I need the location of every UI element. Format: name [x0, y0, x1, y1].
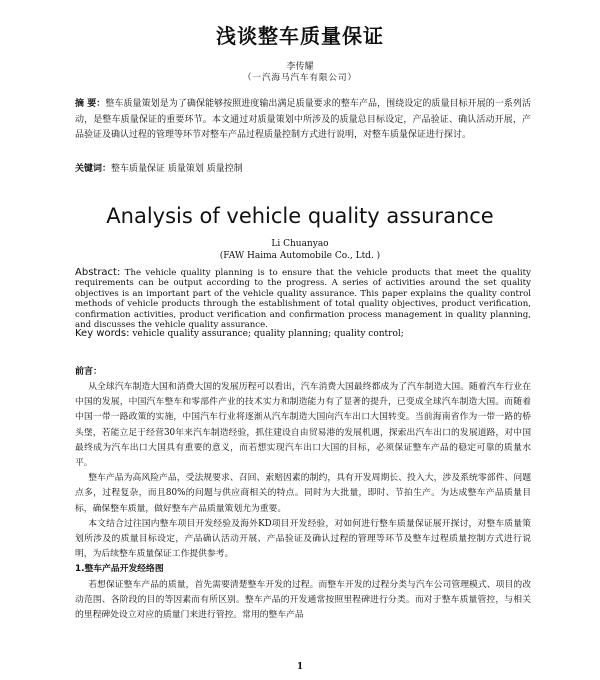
- english-keywords: [75, 327, 531, 341]
- english-abstract-text: The vehicle quality planning is to ensure that the vehicle products that meet the quality requirements can be output according to the progress. A series of activities around the set quality objectives is an important part of the vehicle quality assurance. This paper explains the quality control methods of vehicle products through the establishment of total quality objectives, product verification, confirmation activities, product verification and confirmation process management in quality planning, and discusses the vehicle quality assurance.: [75, 268, 531, 331]
- body-paragraph-1: 从全球汽车制造大国和消费大国的发展历程可以看出，汽车消费大国最终都成为了汽车制造大国。随着汽车行业在中国的发展，中国汽车整车和零部件产业的技术实力和制造能力有了显著的提升，已变成全球汽车制造大国。而随着中国一带一路政策的实施，中国汽车行业将逐渐从汽车制造大国向汽车出口大国转变。当前海南省作为一带一路的桥头堡，若能立足于经营30年来汽车制造经验，抓住建设自由贸易港的发展机遇，探索出汽车出口的发展道路，对中国最终成为汽车出口大国具有重要的意义，而若想实现汽车出口大国的目标，必须保证整车产品的稳定可靠的质量水平。: [75, 382, 531, 469]
- english-keywords-text: vehicle quality assurance; quality planning; quality control;: [129, 329, 404, 339]
- page-number: 1: [296, 662, 304, 672]
- body-paragraph-2: 整车产品为高风险产品，受法规要求、召回、索赔因素的制约，具有开发周期长、投入大，涉及系统零部件、问题点多，过程复杂，而且80%的问题与供应商相关的特点。同时为大批量，即时、节拍生产。为达成整车产品质量目标，确保整车质量，做好整车产品质量策划尤为重要。: [75, 473, 531, 514]
- introduction-heading: 前言：: [75, 367, 103, 377]
- english-author: Li Chuanyao: [271, 239, 329, 249]
- english-abstract-label: Abstract:: [75, 267, 121, 278]
- chinese-abstract-label: 摘 要：: [75, 99, 106, 109]
- chinese-title: 浅谈整车质量保证: [216, 24, 384, 48]
- chinese-keywords-text: 整车质量保证 质量策划 质量控制: [111, 164, 243, 174]
- chinese-abstract-text: 整车质量策划是为了确保能够按照进度输出满足质量要求的整车产品，围绕设定的质量目标开展的一系列活动，是整车质量保证的重要环节。本文通过对质量策划中所涉及的质量总目标设定，产品验证、确认活动开展，产品验证及确认过程的管理等环节对整车产品过程质量控制方式进行说明，对整车质量保证进行探讨。: [75, 99, 531, 140]
- english-keywords-label: Key words:: [75, 328, 130, 339]
- body-paragraph-4: 若想保证整车产品的质量，首先需要清楚整车开发的过程。而整车开发的过程分类与汽车公司管理模式、项目的改动范围、各阶段的目的等因素而有所区别。整车产品的开发通常按照里程碑进行分类。而对于整车质量管控，与相关的里程碑处设立对应的质量门来进行管控。常用的整车产品: [75, 579, 531, 621]
- chinese-affiliation: （一汽海马汽车有限公司）: [242, 73, 357, 83]
- body-text: [75, 380, 531, 623]
- chinese-keywords-label: 关键词：: [75, 164, 112, 174]
- english-abstract: [75, 268, 531, 330]
- english-title: Analysis of vehicle quality assurance: [106, 204, 494, 228]
- chinese-author: 李传耀: [286, 62, 314, 72]
- chinese-abstract: [75, 97, 531, 144]
- english-affiliation: (FAW Haima Automobile Co., Ltd. ): [219, 251, 381, 261]
- body-paragraph-3: 本文结合过往国内整车项目开发经验及海外KD项目开发经验，对如何进行整车质量保证展开探讨，对整车质量策划所涉及的质量目标设定，产品确认活动开展、产品验证及确认过程的管理等环节及整车过程质量控制方式进行说明，为后续整车质量保证工作提供参考。: [75, 518, 531, 560]
- section-heading-1: 1.整车产品开发经络图: [75, 564, 164, 575]
- chinese-keywords: [75, 162, 531, 176]
